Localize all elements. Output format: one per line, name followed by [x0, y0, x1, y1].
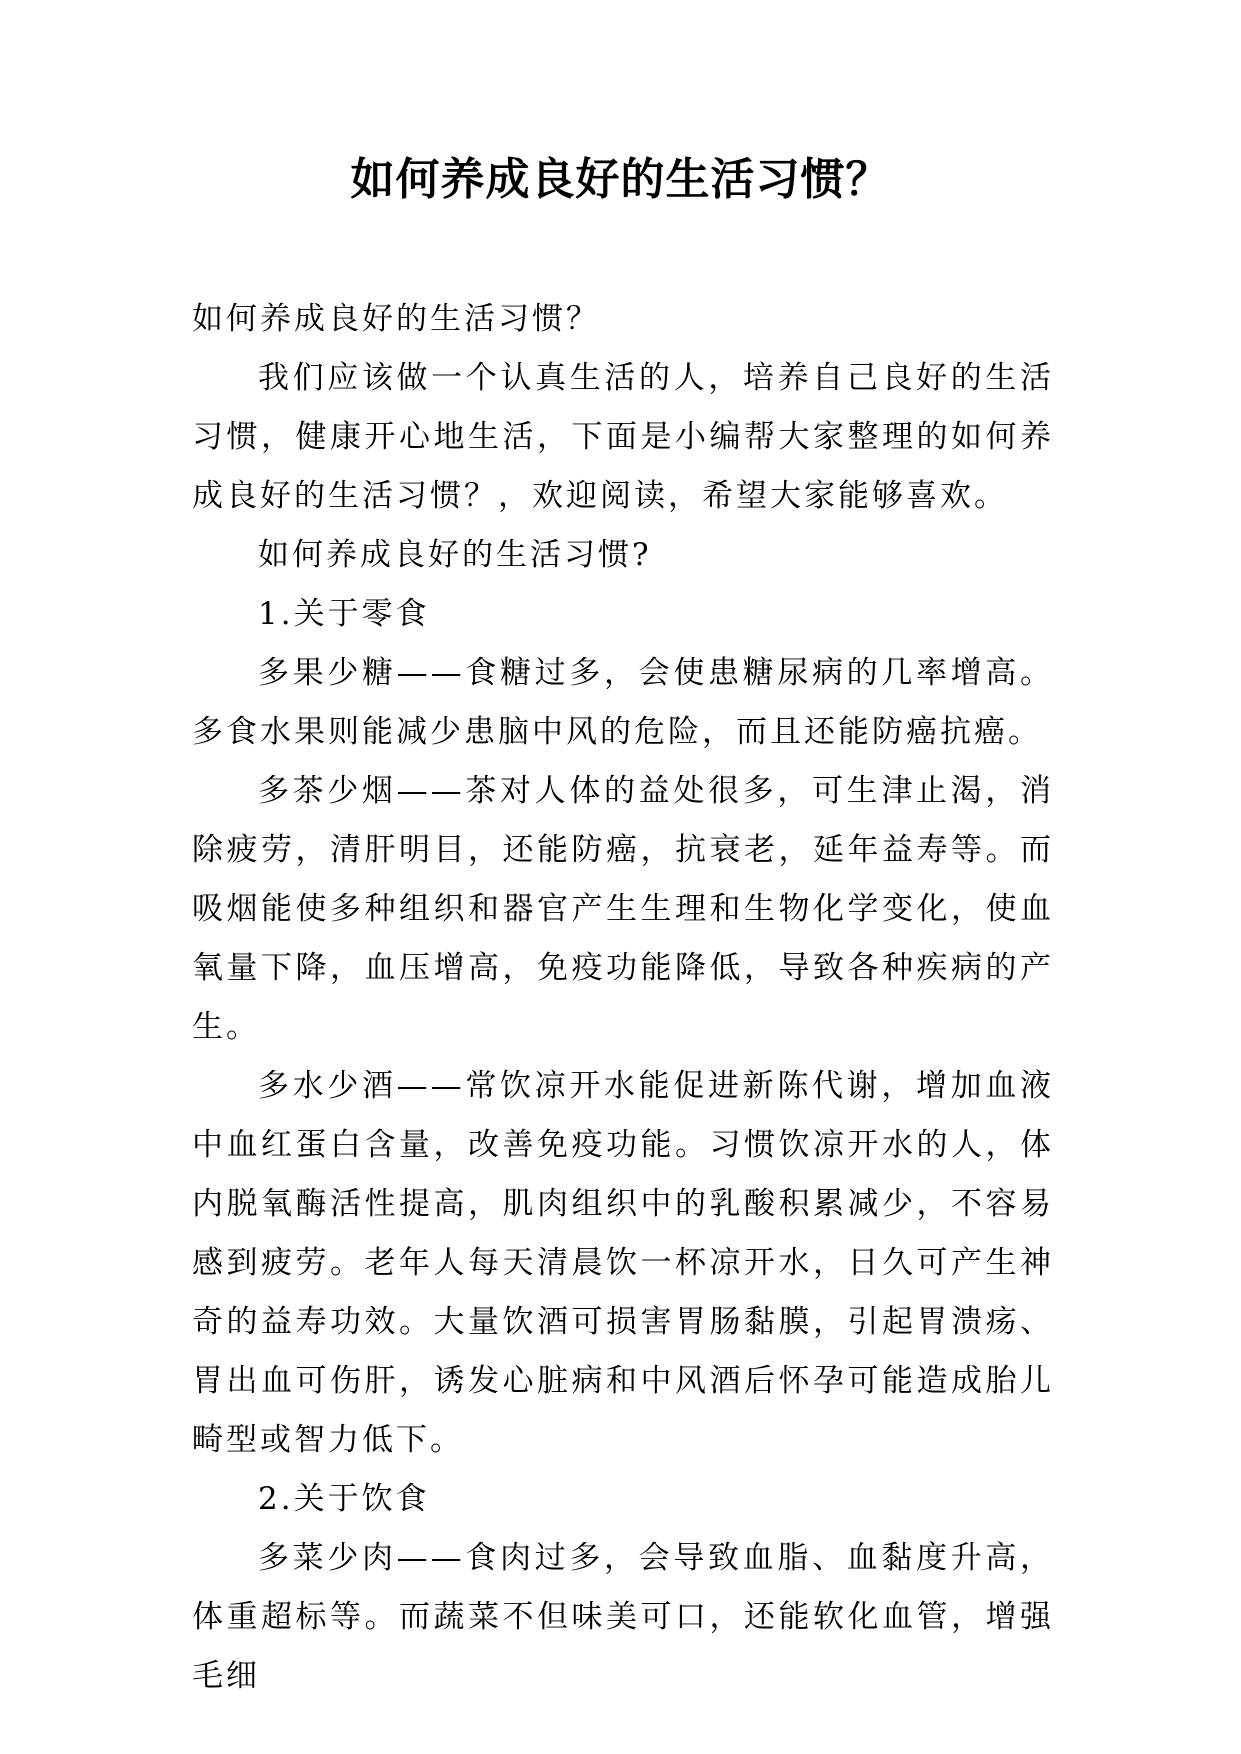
document-body	[192, 290, 1054, 1706]
document-title: 如何养成良好的生活习惯？	[350, 154, 891, 205]
paragraph-intro: 我们应该做一个认真生活的人，培养自己良好的生活习惯，健康开心地生活，下面是小编帮大家整理的如何养成良好的生活习惯？，欢迎阅读，希望大家能够喜欢。	[192, 360, 1054, 514]
paragraph-tea-smoking: 多茶少烟——茶对人体的益处很多，可生津止渴，消除疲劳，清肝明目，还能防癌，抗衰老，延年益寿等。而吸烟能使多种组织和器官产生生理和生物化学变化，使血氧量下降，血压增高，免疫功能降低，导致各种疾病的产生。	[192, 773, 1054, 1045]
paragraph-water-alcohol: 多水少酒——常饮凉开水能促进新陈代谢，增加血液中血红蛋白含量，改善免疫功能。习惯饮凉开水的人，体内脱氧酶活性提高，肌肉组织中的乳酸积累减少，不容易感到疲劳。老年人每天清晨饮一杯凉开水，日久可产生神奇的益寿功效。大量饮酒可损害胃肠黏膜，引起胃溃疡、胃出血可伤肝，诱发心脏病和中风酒后怀孕可能造成胎儿畸型或智力低下。	[192, 1068, 1054, 1458]
section-heading-snacks: 1.关于零食	[258, 596, 430, 632]
section-heading-diet: 2.关于饮食	[258, 1481, 430, 1517]
paragraph-subtitle: 如何养成良好的生活习惯?	[258, 537, 652, 573]
paragraph-fruit-sugar: 多果少糖——食糖过多，会使患糖尿病的几率增高。多食水果则能减少患脑中风的危险，而且还能防癌抗癌。	[192, 655, 1054, 750]
paragraph-heading: 如何养成良好的生活习惯？	[192, 301, 600, 337]
paragraph-vegetables-meat: 多菜少肉——食肉过多，会导致血脂、血黏度升高，体重超标等。而蔬菜不但味美可口，还能软化血管，增强毛细	[192, 1540, 1054, 1694]
